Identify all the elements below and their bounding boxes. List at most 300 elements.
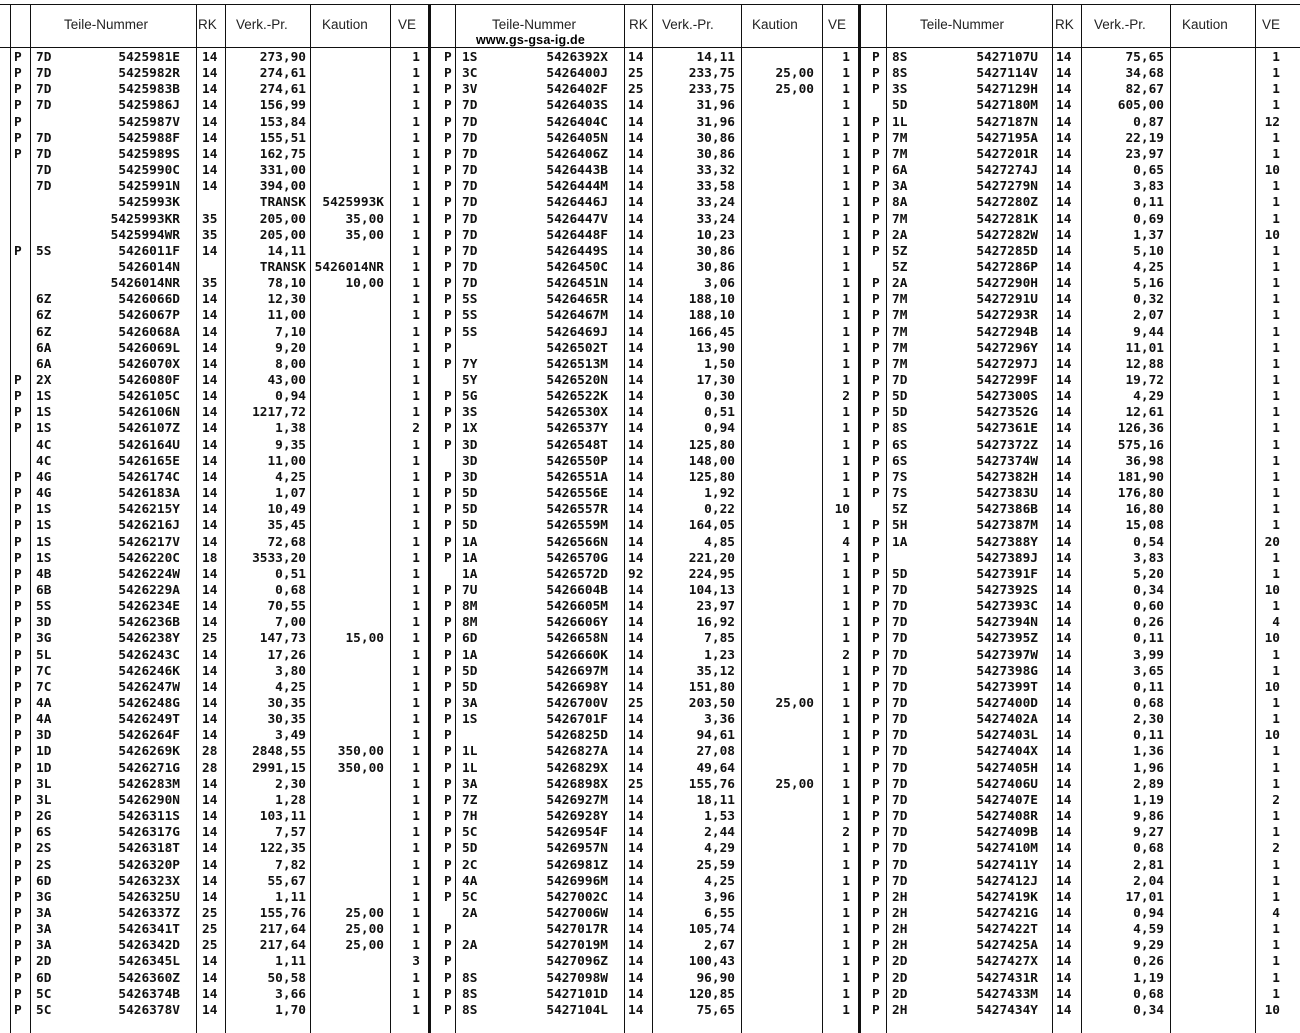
part-number: 5426246K	[118, 663, 180, 679]
sale-price: 3,96	[704, 889, 735, 905]
rk-code: 14	[1056, 437, 1072, 453]
packing-unit: 1	[842, 356, 850, 372]
sale-price: 156,99	[259, 98, 306, 114]
category-code: 8A	[892, 195, 908, 211]
sale-price: 11,00	[267, 453, 306, 469]
p-flag: P	[444, 469, 452, 485]
packing-unit: 1	[412, 776, 420, 792]
p-flag: P	[14, 744, 22, 760]
rk-code: 14	[628, 243, 644, 259]
packing-unit: 1	[412, 986, 420, 1002]
category-code: 7D	[892, 760, 908, 776]
rk-code: 14	[202, 469, 218, 485]
packing-unit: 1	[1272, 453, 1280, 469]
rk-code: 14	[628, 98, 644, 114]
category-code: 7M	[892, 308, 908, 324]
packing-unit: 1	[842, 792, 850, 808]
category-code: 7D	[36, 82, 52, 98]
sale-price: 4,85	[704, 534, 735, 550]
packing-unit: 1	[842, 873, 850, 889]
rk-code: 14	[202, 114, 218, 130]
rk-code: 14	[1056, 922, 1072, 938]
sale-price: TRANSK	[259, 195, 306, 211]
packing-unit: 1	[1272, 50, 1280, 65]
sale-price: 0,69	[1133, 211, 1164, 227]
sale-price: 3,66	[275, 986, 306, 1002]
sale-price: 0,94	[1133, 905, 1164, 921]
deposit: 350,00	[337, 744, 384, 760]
sale-price: 1,92	[704, 486, 735, 502]
part-number: 5426105C	[118, 389, 180, 405]
category-code: 7M	[892, 146, 908, 162]
p-flag: P	[14, 986, 22, 1002]
p-flag: P	[872, 679, 880, 695]
p-flag: P	[444, 696, 452, 711]
packing-unit: 1	[842, 857, 850, 873]
sale-price: 14,11	[696, 50, 735, 65]
rk-code: 14	[628, 905, 644, 921]
sale-price: 33,32	[696, 163, 735, 179]
p-flag: P	[444, 809, 452, 825]
part-number: 5425993KR	[110, 211, 180, 227]
category-code: 8S	[892, 66, 908, 82]
packing-unit: 1	[842, 324, 850, 340]
deposit: 15,00	[345, 631, 384, 647]
sale-price: 0,26	[1133, 954, 1164, 970]
packing-unit: 1	[412, 889, 420, 905]
category-code: 7D	[892, 728, 908, 744]
sale-price: 17,01	[1125, 889, 1164, 905]
p-flag: P	[14, 679, 22, 695]
rk-code: 92	[628, 566, 644, 582]
packing-unit: 1	[842, 179, 850, 195]
rk-code: 14	[628, 663, 644, 679]
sale-price: 35,45	[267, 518, 306, 534]
rk-code: 14	[1056, 647, 1072, 663]
rk-code: 14	[1056, 679, 1072, 695]
p-flag: P	[444, 582, 452, 598]
p-flag: P	[444, 1002, 452, 1018]
part-number: 5426522K	[546, 389, 608, 405]
category-code: 7D	[892, 631, 908, 647]
category-code: 2D	[892, 954, 908, 970]
category-code: 8M	[462, 599, 478, 615]
category-code: 5D	[892, 566, 908, 582]
sale-price: 181,90	[1117, 469, 1164, 485]
rk-code: 14	[202, 453, 218, 469]
sale-price: 3,06	[704, 276, 735, 292]
sale-price: 1,96	[1133, 760, 1164, 776]
rk-code: 25	[202, 938, 218, 954]
rk-code: 14	[202, 437, 218, 453]
packing-unit: 10	[1264, 582, 1280, 598]
category-code: 7D	[462, 114, 478, 130]
rk-code: 14	[202, 986, 218, 1002]
p-flag: P	[444, 744, 452, 760]
p-flag: P	[444, 66, 452, 82]
category-code: 3G	[36, 889, 52, 905]
packing-unit: 1	[842, 114, 850, 130]
p-flag: P	[14, 792, 22, 808]
p-flag: P	[14, 582, 22, 598]
rk-code: 14	[1056, 66, 1072, 82]
category-code: 5Z	[892, 259, 908, 275]
rk-code: 14	[1056, 340, 1072, 356]
part-number: 5427195A	[976, 130, 1038, 146]
sale-price: 0,94	[704, 421, 735, 437]
part-number: 5426928Y	[546, 809, 608, 825]
packing-unit: 1	[842, 679, 850, 695]
packing-unit: 1	[1272, 340, 1280, 356]
p-flag: P	[14, 502, 22, 518]
sale-price: 126,36	[1117, 421, 1164, 437]
sale-price: 0,32	[1133, 292, 1164, 308]
part-number: 5427300S	[976, 389, 1038, 405]
rk-code: 14	[628, 712, 644, 728]
rk-code: 14	[1056, 728, 1072, 744]
part-number: 5427382H	[976, 469, 1038, 485]
part-number: 5427386B	[976, 502, 1038, 518]
part-number: 5427129H	[976, 82, 1038, 98]
header-verk-pr: Verk.-Pr.	[662, 17, 714, 32]
rk-code: 14	[628, 938, 644, 954]
part-number: 5425987V	[118, 114, 180, 130]
part-number: 5426465R	[546, 292, 608, 308]
packing-unit: 1	[412, 744, 420, 760]
category-code: 2A	[892, 276, 908, 292]
packing-unit: 2	[842, 825, 850, 841]
p-flag: P	[14, 905, 22, 921]
part-number: 5427383U	[976, 486, 1038, 502]
rk-code: 18	[202, 550, 218, 566]
sale-price: 105,74	[688, 922, 735, 938]
part-number: 5426224W	[118, 566, 180, 582]
part-number: 5426566N	[546, 534, 608, 550]
p-flag: P	[444, 889, 452, 905]
part-number: 5426402F	[546, 82, 608, 98]
packing-unit: 1	[842, 938, 850, 954]
sale-price: 2,81	[1133, 857, 1164, 873]
p-flag: P	[444, 146, 452, 162]
rk-code: 14	[628, 986, 644, 1002]
p-flag: P	[872, 534, 880, 550]
deposit: 5426014NR	[314, 259, 384, 275]
sale-price: 394,00	[259, 179, 306, 195]
category-code: 5H	[892, 518, 908, 534]
p-flag: P	[444, 130, 452, 146]
part-number: 5426405N	[546, 130, 608, 146]
category-code: 7U	[462, 582, 478, 598]
p-flag: P	[444, 98, 452, 114]
category-code: 7M	[892, 324, 908, 340]
part-number: 5427372Z	[976, 437, 1038, 453]
part-number: 5427361E	[976, 421, 1038, 437]
part-number: 5427291U	[976, 292, 1038, 308]
packing-unit: 1	[842, 276, 850, 292]
p-flag: P	[872, 712, 880, 728]
rk-code: 14	[1056, 809, 1072, 825]
p-flag: P	[14, 534, 22, 550]
part-number: 5427403L	[976, 728, 1038, 744]
part-number: 5426701F	[546, 712, 608, 728]
rk-code: 14	[202, 776, 218, 792]
category-code: 3D	[36, 615, 52, 631]
packing-unit: 1	[1272, 647, 1280, 663]
packing-unit: 1	[412, 760, 420, 776]
sale-price: 164,05	[688, 518, 735, 534]
category-code: 4B	[36, 566, 52, 582]
part-number: 5427374W	[976, 453, 1038, 469]
sale-price: 30,86	[696, 243, 735, 259]
part-number: 5426342D	[118, 938, 180, 954]
category-code: 3A	[892, 179, 908, 195]
part-number: 5427274J	[976, 163, 1038, 179]
rk-code: 14	[1056, 195, 1072, 211]
category-code: 5S	[462, 308, 478, 324]
category-code: 3L	[36, 792, 52, 808]
p-flag: P	[14, 146, 22, 162]
header-teile-nummer: Teile-Nummer	[920, 17, 1005, 32]
sale-price: 0,60	[1133, 599, 1164, 615]
sale-price: 8,00	[275, 356, 306, 372]
category-code: 5C	[462, 889, 478, 905]
sale-price: 120,85	[688, 986, 735, 1002]
sale-price: 176,80	[1117, 486, 1164, 502]
category-code: 1A	[462, 566, 478, 582]
category-code: 6D	[462, 631, 478, 647]
p-flag: P	[444, 405, 452, 421]
sale-price: 7,00	[275, 615, 306, 631]
category-code: 8S	[892, 421, 908, 437]
category-code: 2D	[892, 970, 908, 986]
packing-unit: 1	[412, 292, 420, 308]
rk-code: 14	[1056, 518, 1072, 534]
category-code: 3V	[462, 82, 478, 98]
p-flag: P	[872, 631, 880, 647]
rk-code: 14	[628, 550, 644, 566]
rk-code: 14	[628, 453, 644, 469]
packing-unit: 2	[1272, 792, 1280, 808]
category-code: 3S	[462, 405, 478, 421]
packing-unit: 1	[1272, 259, 1280, 275]
category-code: 5S	[36, 599, 52, 615]
category-code: 7D	[462, 211, 478, 227]
rk-code: 28	[202, 760, 218, 776]
packing-unit: 1	[842, 195, 850, 211]
sale-price: 1,11	[275, 889, 306, 905]
part-number: 5426318T	[118, 841, 180, 857]
p-flag: P	[872, 227, 880, 243]
sale-price: 94,61	[696, 728, 735, 744]
part-number: 5426502T	[546, 340, 608, 356]
header-kaution: Kaution	[322, 17, 368, 32]
p-flag: P	[872, 421, 880, 437]
header-kaution: Kaution	[752, 17, 798, 32]
deposit: 35,00	[345, 211, 384, 227]
sale-price: 5,20	[1133, 566, 1164, 582]
rk-code: 14	[1056, 566, 1072, 582]
packing-unit: 4	[842, 534, 850, 550]
category-code: 4A	[36, 712, 52, 728]
p-flag: P	[444, 663, 452, 679]
rk-code: 14	[202, 405, 218, 421]
category-code: 2A	[462, 938, 478, 954]
part-number: 5426011F	[118, 243, 180, 259]
packing-unit: 1	[412, 211, 420, 227]
rk-code: 14	[1056, 663, 1072, 679]
sale-price: 3,80	[275, 663, 306, 679]
header-rk: RK	[1055, 17, 1074, 32]
p-flag: P	[872, 825, 880, 841]
p-flag: P	[444, 679, 452, 695]
packing-unit: 1	[842, 809, 850, 825]
rk-code: 14	[202, 130, 218, 146]
p-flag: P	[872, 518, 880, 534]
p-flag: P	[872, 889, 880, 905]
packing-unit: 1	[1272, 486, 1280, 502]
rk-code: 14	[1056, 1002, 1072, 1018]
part-number: 5427187N	[976, 114, 1038, 130]
packing-unit: 1	[842, 615, 850, 631]
packing-unit: 1	[842, 50, 850, 65]
packing-unit: 1	[842, 486, 850, 502]
part-number: 5426605M	[546, 599, 608, 615]
sale-price: 1,07	[275, 486, 306, 502]
part-number: 5425983B	[118, 82, 180, 98]
packing-unit: 1	[412, 599, 420, 615]
packing-unit: 1	[412, 631, 420, 647]
header-rk: RK	[198, 17, 217, 32]
part-number: 5427411Y	[976, 857, 1038, 873]
part-number: 5426981Z	[546, 857, 608, 873]
rk-code: 14	[1056, 841, 1072, 857]
p-flag: P	[14, 421, 22, 437]
category-code: 3D	[462, 469, 478, 485]
sale-price: 4,59	[1133, 922, 1164, 938]
rk-code: 14	[1056, 98, 1072, 114]
category-code: 4C	[36, 453, 52, 469]
category-code: 5S	[462, 324, 478, 340]
category-code: 6A	[892, 163, 908, 179]
sale-price: 4,29	[1133, 389, 1164, 405]
sale-price: 2,67	[704, 938, 735, 954]
sale-price: 3533,20	[252, 550, 306, 566]
sale-price: 233,75	[688, 66, 735, 82]
part-number: 5427279N	[976, 179, 1038, 195]
sale-price: 30,86	[696, 146, 735, 162]
part-number: 5427421G	[976, 905, 1038, 921]
sale-price: 33,24	[696, 195, 735, 211]
category-code: 1L	[892, 114, 908, 130]
column-divider	[30, 4, 31, 1033]
rk-code: 14	[628, 486, 644, 502]
rk-code: 14	[628, 324, 644, 340]
rk-code: 14	[628, 50, 644, 65]
rk-code: 14	[1056, 760, 1072, 776]
p-flag: P	[444, 114, 452, 130]
rk-code: 14	[628, 744, 644, 760]
p-flag: P	[444, 550, 452, 566]
rk-code: 14	[628, 873, 644, 889]
part-number: 5426238Y	[118, 631, 180, 647]
packing-unit: 2	[412, 421, 420, 437]
category-code: 7D	[36, 130, 52, 146]
part-number: 5426829X	[546, 760, 608, 776]
category-code: 1A	[462, 534, 478, 550]
sale-price: 188,10	[688, 308, 735, 324]
packing-unit: 1	[842, 1002, 850, 1018]
packing-unit: 1	[1272, 66, 1280, 82]
p-flag: P	[14, 615, 22, 631]
category-code: 5C	[36, 1002, 52, 1018]
category-code: 1S	[36, 421, 52, 437]
p-flag: P	[872, 728, 880, 744]
part-number: 5427431R	[976, 970, 1038, 986]
packing-unit: 1	[1272, 566, 1280, 582]
category-code: 8S	[462, 986, 478, 1002]
packing-unit: 1	[842, 986, 850, 1002]
part-number: 5426927M	[546, 792, 608, 808]
p-flag: P	[872, 841, 880, 857]
rk-code: 14	[628, 518, 644, 534]
sale-price: 4,25	[704, 873, 735, 889]
rk-code: 14	[202, 82, 218, 98]
sale-price: 3,83	[1133, 179, 1164, 195]
packing-unit: 1	[1272, 179, 1280, 195]
category-code: 3G	[36, 631, 52, 647]
p-flag: P	[872, 243, 880, 259]
p-flag: P	[444, 841, 452, 857]
p-flag: P	[872, 1002, 880, 1018]
p-flag: P	[872, 954, 880, 970]
rk-code: 14	[202, 179, 218, 195]
sale-price: 75,65	[1125, 50, 1164, 65]
rk-code: 14	[202, 970, 218, 986]
part-number: 5427017R	[546, 922, 608, 938]
packing-unit: 1	[1272, 518, 1280, 534]
rk-code: 14	[628, 259, 644, 275]
rk-code: 14	[202, 841, 218, 857]
category-code: 7S	[892, 486, 908, 502]
part-number: 5427101D	[546, 986, 608, 1002]
p-flag: P	[14, 922, 22, 938]
category-code: 5Z	[892, 502, 908, 518]
part-number: 5426317G	[118, 825, 180, 841]
part-number: 5426183A	[118, 486, 180, 502]
packing-unit: 10	[1264, 1002, 1280, 1018]
part-number: 5426229A	[118, 582, 180, 598]
category-code: 1D	[36, 744, 52, 760]
rk-code: 14	[1056, 615, 1072, 631]
packing-unit: 1	[412, 712, 420, 728]
category-code: 2A	[462, 905, 478, 921]
packing-unit: 1	[1272, 308, 1280, 324]
category-code: 4A	[462, 873, 478, 889]
category-code: 3A	[36, 905, 52, 921]
p-flag: P	[14, 663, 22, 679]
category-code: 7D	[892, 663, 908, 679]
part-number: 5427419K	[976, 889, 1038, 905]
p-flag: P	[872, 599, 880, 615]
part-number: 5426451N	[546, 276, 608, 292]
p-flag: P	[444, 938, 452, 954]
deposit: 25,00	[775, 776, 814, 792]
sale-price: 217,64	[259, 938, 306, 954]
category-code: 1A	[462, 647, 478, 663]
category-code: 7D	[892, 373, 908, 388]
part-number: 5426898X	[546, 776, 608, 792]
rk-code: 14	[628, 502, 644, 518]
